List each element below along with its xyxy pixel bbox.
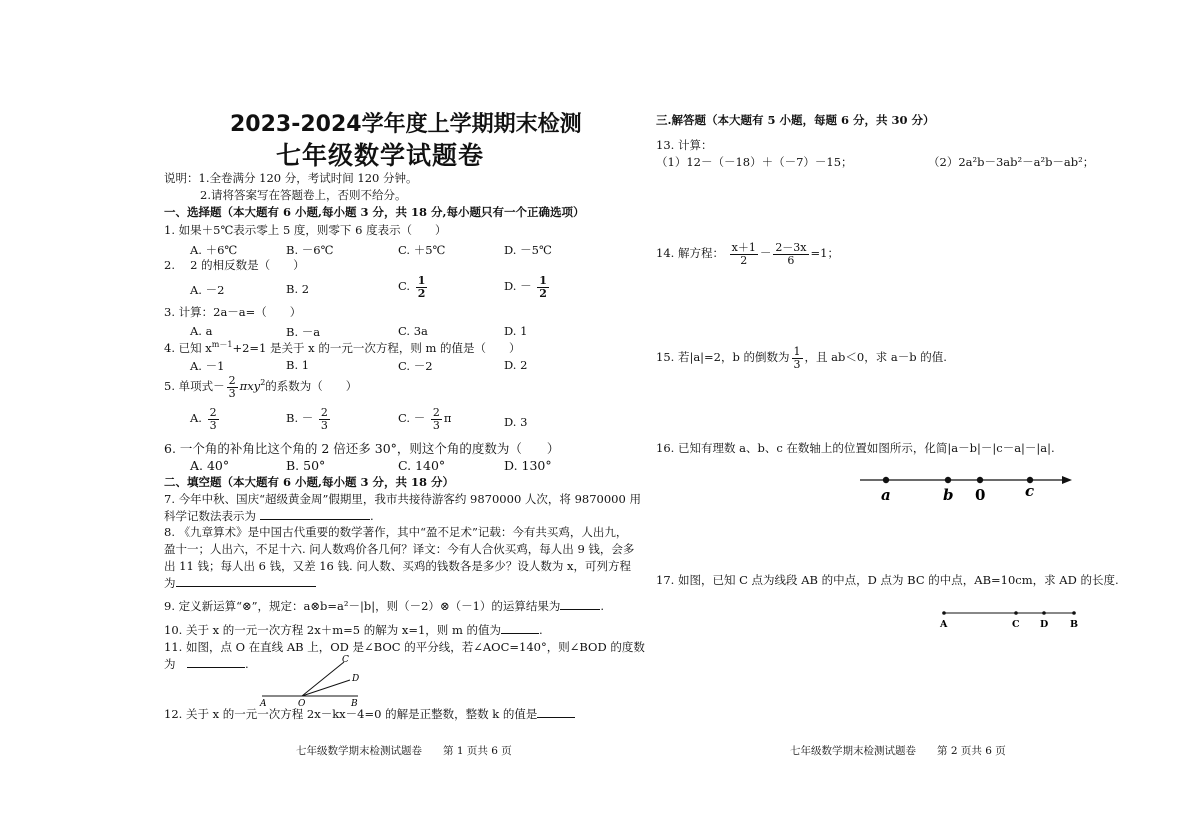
label-d: D	[352, 674, 360, 684]
label-o: O	[298, 699, 306, 708]
answer-blank	[187, 667, 245, 668]
label-c: C	[1012, 619, 1020, 630]
instruction-1: 说明：1.全卷满分 120 分，考试时间 120 分钟。	[164, 171, 418, 185]
answer-blank	[560, 609, 600, 610]
q2-text: 2. 2 的相反数是（ ）	[164, 258, 305, 272]
label-a: a	[881, 486, 891, 504]
q1-option-b: B. －6℃	[286, 243, 334, 257]
q4-option-c: C. －2	[398, 359, 433, 373]
q4-option-d: D. 2	[504, 358, 528, 372]
label-b: B	[1070, 619, 1079, 630]
q5-option-a: A. $\frac{2}{3}$	[190, 406, 217, 432]
q8-line4: 为	[164, 577, 316, 591]
fraction: $\frac{1}{2}$	[417, 274, 426, 300]
point-b	[1072, 611, 1076, 615]
point-b	[945, 477, 951, 483]
q4-option-a: A. －1	[190, 359, 225, 373]
q3-option-c: C. 3a	[398, 324, 428, 338]
arrow-right-icon	[1062, 476, 1072, 484]
q6-option-d: D. 130°	[504, 458, 552, 473]
q13-part2: （2）2a²b－3ab²－a²b－ab²；	[928, 155, 1095, 169]
q13-title: 13. 计算：	[656, 138, 713, 152]
point-zero	[977, 477, 983, 483]
q17-segment-figure	[936, 606, 1084, 634]
q2-option-d: D. － $\frac{1}{2}$	[504, 274, 547, 300]
point-a	[883, 477, 889, 483]
fraction: $\frac{2}{3}$	[432, 406, 440, 432]
q2-option-b: B. 2	[286, 282, 310, 296]
section2-header: 二、填空题（本大题有 6 小题,每小题 3 分，共 18 分）	[164, 475, 455, 489]
q11-line1: 11. 如图，点 O 在直线 AB 上，OD 是∠BOC 的平分线，若∠AOC=140°，则∠BOD 的度数	[164, 640, 645, 654]
answer-blank	[176, 586, 316, 587]
q4-text: 4. 已知 $x^{m-1}+2=1$ 是关于 x 的一元一次方程，则 m 的值是（ ）	[164, 340, 521, 355]
q6-text: 6. 一个角的补角比这个角的 2 倍还多 30°，则这个角的度数为（ ）	[164, 441, 560, 456]
q8-line2: 盈十一；人出六，不足十六. 问人数鸡价各几何？译文：今有人合伙买鸡，每人出 9 钱，会多	[164, 542, 635, 556]
q5-option-d: D. 3	[504, 415, 528, 429]
fraction: $\frac{2}{3}$	[228, 374, 236, 400]
exam-title: 2023-2024学年度上学期期末检测	[230, 112, 582, 137]
q1-option-a: A. ＋6℃	[190, 243, 238, 257]
fraction: $\frac{x+1}{2}$	[731, 241, 756, 267]
q8-line1: 8. 《九章算术》是中国古代重要的数学著作，其中“盈不足术”记载：今有共买鸡，人出九，	[164, 525, 628, 539]
fraction: $\frac{1}{2}$	[539, 274, 547, 300]
left-footer: 七年级数学期末检测试题卷 第 1 页共 6 页	[296, 745, 512, 757]
section1-header: 一、选择题（本大题有 6 小题,每小题 3 分，共 18 分,每小题只有一个正确选项）	[164, 205, 585, 219]
fraction: $\frac{2}{3}$	[320, 406, 328, 432]
exam-subtitle: 七年级数学试题卷	[276, 141, 485, 170]
label-c: C	[342, 655, 349, 665]
q10-text: 10. 关于 x 的一元一次方程 2x＋m=5 的解为 x=1，则 m 的值为 .	[164, 623, 543, 637]
answer-blank	[537, 717, 575, 718]
q14-text: 14. 解方程： $\frac{x+1}{2}$ － $\frac{2-3x}{6}$ =1；	[656, 241, 839, 267]
q9-text: 9. 定义新运算“⊗”，规定：a⊗b=a²－|b|，则（－2）⊗（－1）的运算结果为 .	[164, 599, 605, 613]
q4-option-b: B. 1	[286, 358, 310, 372]
label-b: b	[943, 486, 954, 504]
label-b: B	[351, 699, 358, 708]
q3-text: 3. 计算：2a－a=（ ）	[164, 305, 302, 319]
answer-blank	[501, 633, 539, 634]
q3-option-d: D. 1	[504, 324, 528, 338]
point-d	[1042, 611, 1046, 615]
q6-option-b: B. 50°	[286, 458, 326, 473]
instruction-2: 2.请将答案写在答题卷上，否则不给分。	[200, 188, 407, 202]
q6-option-c: C. 140°	[398, 458, 446, 473]
q15-text: 15. 若|a|=2，b 的倒数为 $\frac{1}{3}$ ，且 ab＜0，求 a－b 的值.	[656, 345, 947, 371]
label-a: A	[260, 699, 267, 708]
ray-od	[302, 680, 350, 696]
q11-angle-figure	[250, 652, 370, 708]
right-footer: 七年级数学期末检测试题卷 第 2 页共 6 页	[790, 745, 1006, 757]
q5-option-c: C. － $\frac{2}{3}$ π	[398, 406, 452, 432]
q8-line3: 出 11 钱；每人出 6 钱，又差 16 钱. 问人数、买鸡的钱数各是多少？设人数为 x，可列方程	[164, 559, 631, 573]
q2-option-a: A. －2	[190, 283, 225, 297]
q6-option-a: A. 40°	[190, 458, 230, 473]
label-zero: 0	[975, 486, 986, 504]
section3-header: 三.解答题（本大题有 5 小题，每题 6 分，共 30 分）	[656, 113, 935, 127]
fraction: $\frac{2-3x}{6}$	[775, 241, 807, 267]
q13-part1: （1）12－（－18）＋（－7）－15；	[656, 155, 853, 169]
label-a: A	[940, 619, 948, 630]
label-c: c	[1025, 482, 1035, 500]
q3-option-b: B. －a	[286, 325, 321, 339]
q12-text: 12. 关于 x 的一元一次方程 2x－kx－4=0 的解是正整数，整数 k 的值是	[164, 708, 575, 722]
q5-option-b: B. － $\frac{2}{3}$	[286, 406, 328, 432]
ray-oc	[302, 662, 344, 696]
q17-text: 17. 如图，已知 C 点为线段 AB 的中点，D 点为 BC 的中点，AB=10cm，求 AD 的长度.	[656, 573, 1119, 587]
q11-line2: 为 .	[164, 657, 249, 671]
q1-option-d: D. －5℃	[504, 243, 552, 257]
q3-option-a: A. a	[190, 324, 213, 338]
point-c	[1014, 611, 1018, 615]
q7-line1: 7. 今年中秋、国庆“超级黄金周”假期里，我市共接待游客约 9870000 人次，将 9870000 用	[164, 492, 641, 506]
fraction: $\frac{1}{3}$	[793, 345, 801, 371]
q2-option-c: C. $\frac{1}{2}$	[398, 274, 426, 300]
q16-text: 16. 已知有理数 a、b、c 在数轴上的位置如图所示，化简|a－b|－|c－a|－|a|.	[656, 441, 1055, 455]
label-d: D	[1040, 619, 1049, 630]
q16-number-line	[856, 466, 1076, 506]
q1-option-c: C. ＋5℃	[398, 243, 446, 257]
answer-blank	[260, 519, 370, 520]
fraction: $\frac{2}{3}$	[209, 406, 217, 432]
q1-text: 1. 如果＋5℃表示零上 5 度，则零下 6 度表示（ ）	[164, 223, 447, 237]
point-a	[942, 611, 946, 615]
q5-text: 5. 单项式－ $\frac{2}{3}$ πxy$^2$的系数为（ ）	[164, 374, 358, 400]
q7-line2: 科学记数法表示为 .	[164, 509, 374, 523]
